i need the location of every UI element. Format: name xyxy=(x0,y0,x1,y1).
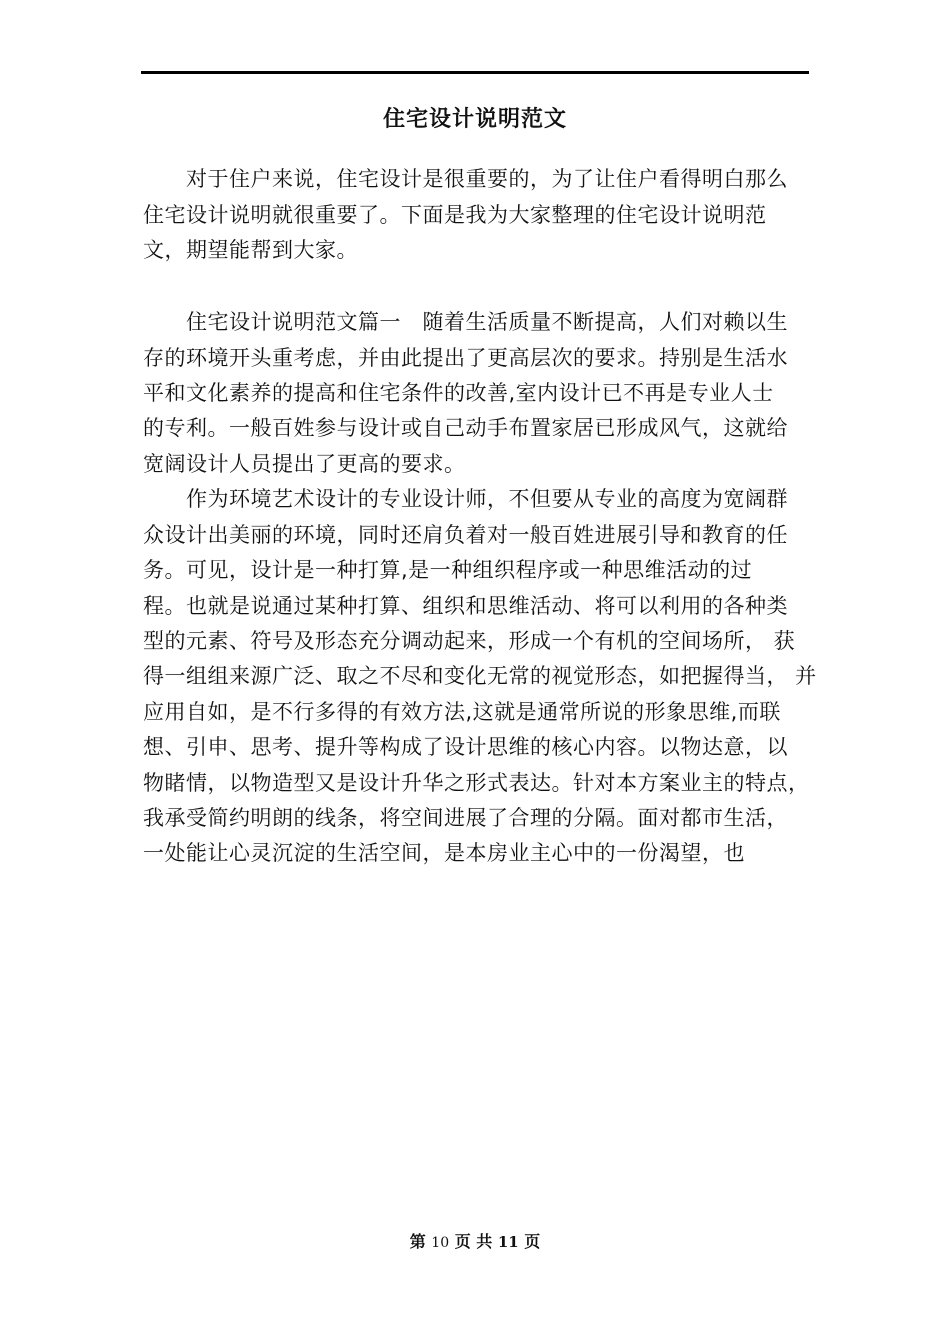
paragraph-line: 程。也就是说通过某种打算、组织和思维活动、将可以利用的各种类 xyxy=(143,594,788,618)
header-rule xyxy=(141,71,809,74)
document-title: 住宅设计说明范文 xyxy=(382,107,567,132)
paragraph-line: 一处能让心灵沉淀的生活空间，是本房业主心中的一份渴望，也 xyxy=(143,841,745,865)
page-footer xyxy=(141,1230,809,1255)
paragraph-line: 住宅设计说明就很重要了。下面是我为大家整理的住宅设计说明范 xyxy=(143,203,767,227)
paragraph-line: 物睹情，以物造型又是设计升华之形式表达。针对本方案业主的特点， xyxy=(143,771,810,795)
paragraph-line: 宽阔设计人员提出了更高的要求。 xyxy=(143,452,466,476)
paragraph-line: 众设计出美丽的环境，同时还肩负着对一般百姓进展引导和教育的任 xyxy=(143,523,788,547)
paragraph-line: 务。可见，设计是一种打算,是一种组织程序或一种思维活动的过 xyxy=(143,558,753,582)
paragraph-line: 得一组组来源广泛、取之不尽和变化无常的视觉形态，如把握得当， 并 xyxy=(143,664,817,688)
paragraph-line: 住宅设计说明范文篇一 随着生活质量不断提高，人们对赖以生 xyxy=(143,310,788,334)
footer-middle: 页 共 xyxy=(454,1232,493,1251)
footer-suffix: 页 xyxy=(524,1232,541,1251)
total-page-number: 11 xyxy=(497,1233,519,1251)
paragraph-line: 平和文化素养的提高和住宅条件的改善,室内设计已不再是专业人士 xyxy=(143,381,774,405)
paragraph-line: 存的环境开头重考虑，并由此提出了更高层次的要求。持别是生活水 xyxy=(143,346,788,370)
paragraph-line: 我承受简约明朗的线条，将空间进展了合理的分隔。面对都市生活， xyxy=(143,806,788,830)
paragraph-line: 型的元素、符号及形态充分调动起来，形成一个有机的空间场所， 获 xyxy=(143,629,796,653)
current-page-number: 10 xyxy=(431,1235,450,1251)
paragraph-line: 作为环境艺术设计的专业设计师，不但要从专业的高度为宽阔群 xyxy=(143,487,788,511)
paragraph-line: 想、引申、思考、提升等构成了设计思维的核心内容。以物达意，以 xyxy=(143,735,788,759)
paragraph-line: 的专利。一般百姓参与设计或自己动手布置家居已形成风气，这就给 xyxy=(143,416,788,440)
paragraph-line: 文，期望能帮到大家。 xyxy=(143,238,358,262)
footer-prefix: 第 xyxy=(409,1232,426,1251)
paragraph-line: 对于住户来说，住宅设计是很重要的，为了让住户看得明白那么 xyxy=(143,167,788,191)
paragraph-line: 应用自如，是不行多得的有效方法,这就是通常所说的形象思维,而联 xyxy=(143,700,781,724)
